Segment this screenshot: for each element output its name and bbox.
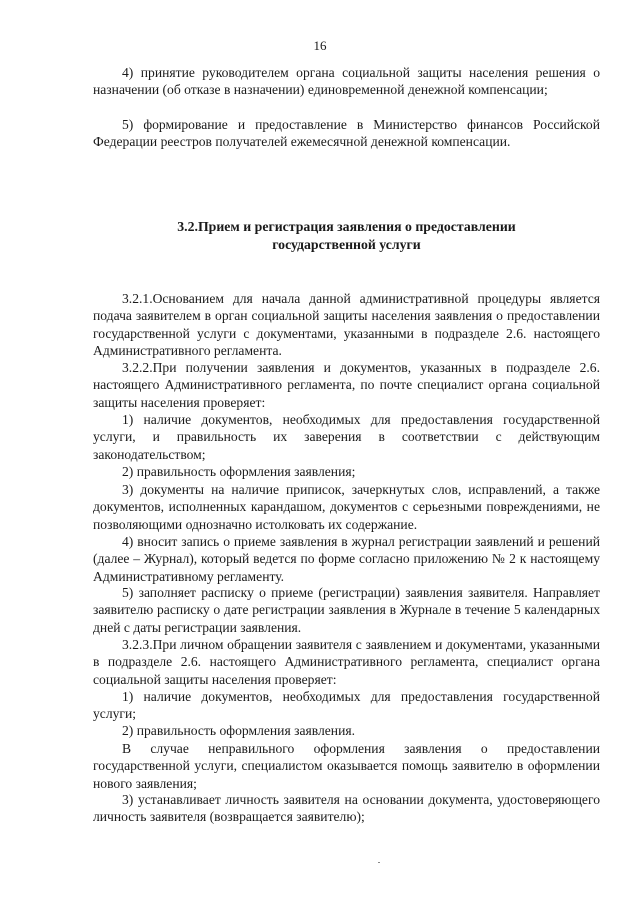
- identity-check-item-3: 3) устанавливает личность заявителя на основании документа, удостоверяющего личность заявителя (возвращается заявителю);: [93, 792, 600, 825]
- action-item-4: 4) вносит запись о приеме заявления в журнал регистрации заявлений и решений (далее – Журнал), который ведется по форме согласно приложению № 2 к настоящему Административному регламенту.: [93, 534, 600, 584]
- action-item-5: 5) заполняет расписку о приеме (регистрации) заявления заявителя. Направляет заявителю расписку о дате регистрации заявления в Журнале в течение 5 календарных дней с даты регистрации заявления.: [93, 585, 600, 635]
- paragraph-3-2-3: 3.2.3.При личном обращении заявителя с заявлением и документами, указанными в подразделе 2.6. настоящего Административного регламента, специалист органа социальной защиты населения проверяет:: [93, 637, 600, 687]
- check-item-3: 3) документы на наличие приписок, зачеркнутых слов, исправлений, а также документов, исполненных карандашом, документов с серьезными повреждениями, не позволяющими однозначно истолковать их содержание.: [93, 482, 600, 532]
- paragraph-3-2-2: 3.2.2.При получении заявления и документов, указанных в подразделе 2.6. настоящего Административного регламента, по почте специалист органа социальной защиты населения проверяет:: [93, 360, 600, 410]
- personal-check-item-2: 2) правильность оформления заявления.: [122, 723, 356, 738]
- page-number: 16: [313, 38, 327, 53]
- section-heading: [93, 218, 600, 253]
- scan-mark: [378, 862, 380, 863]
- check-item-1: 1) наличие документов, необходимых для предоставления государственной услуги, и правильность их заверения в соответствии с действующим законодательством;: [93, 412, 600, 462]
- paragraph-3-2-1: 3.2.1.Основанием для начала данной административной процедуры является подача заявителем в орган социальной защиты населения заявления о предоставлении государственной услуги с документами, указанными в подразделе 2.6. настоящего Административного регламента.: [93, 291, 600, 359]
- check-item-2: 2) правильность оформления заявления;: [122, 464, 356, 479]
- section-title-line1: 3.2.Прием и регистрация заявления о предоставлении: [177, 219, 516, 234]
- top-list-item-5: 5) формирование и предоставление в Министерство финансов Российской Федерации реестров получателей ежемесячной денежной компенсации.: [93, 117, 600, 150]
- personal-check-item-1: 1) наличие документов, необходимых для предоставления государственной услуги;: [93, 689, 600, 722]
- incorrect-form-note: В случае неправильного оформления заявления о предоставлении государственной услуги, специалистом оказывается помощь заявителю в оформлении нового заявления;: [93, 741, 600, 791]
- section-title-line2: государственной услуги: [272, 236, 421, 252]
- top-list-item-4: 4) принятие руководителем органа социальной защиты населения решения о назначении (об отказе в назначении) единовременной денежной компенсации;: [93, 65, 600, 98]
